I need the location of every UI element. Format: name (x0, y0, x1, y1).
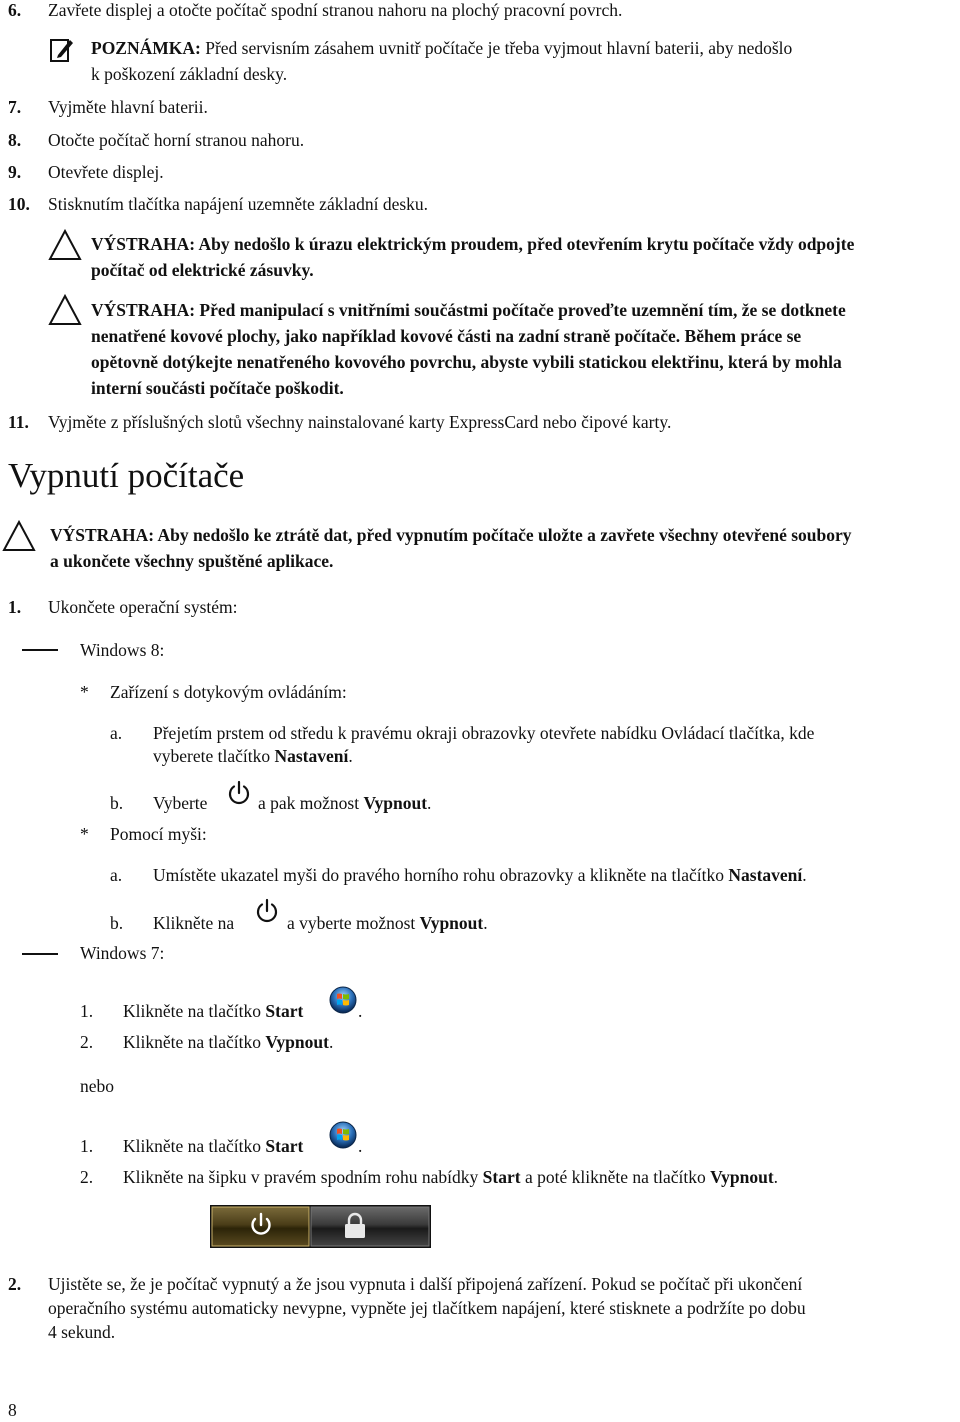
note-line-2: k poškození základní desky. (91, 64, 288, 84)
touch-device-label: Zařízení s dotykovým ovládáním: (110, 682, 347, 702)
warning-triangle-icon (48, 294, 82, 326)
list-letter: b. (110, 793, 124, 813)
warning-line-1: VÝSTRAHA: Aby nedošlo k úrazu elektrickým proudem, před otevřením krytu počítače vždy odpojte (91, 234, 855, 254)
mouse-label: Pomocí myši: (110, 824, 207, 844)
win7-alt-step-2: Klikněte na šipku v pravém spodním rohu nabídky Start a poté klikněte na tlačítko Vypnout. (123, 1167, 779, 1187)
mouse-step-a: Umístěte ukazatel myši do pravého horního rohu obrazovky a klikněte na tlačítko Nastavení. (153, 865, 807, 885)
bullet: * (80, 824, 89, 844)
win7-alt-step-1: Klikněte na tlačítko Start (123, 1136, 304, 1156)
step-number: 8. (8, 130, 22, 150)
step-number: 7. (8, 97, 22, 117)
list-number: 1. (80, 1001, 94, 1021)
windows-7-label: Windows 7: (80, 943, 165, 963)
warning-line-4: interní součásti počítače poškodit. (91, 378, 344, 398)
step-2-line-1: Ujistěte se, že je počítač vypnutý a že jsou vypnuta i další připojená zařízení. Pokud se počítač při ukončení (48, 1274, 803, 1294)
step-text: Vyjměte z příslušných slotů všechny nainstalované karty ExpressCard nebo čipové karty. (48, 412, 672, 432)
period: . (358, 1001, 363, 1021)
step-number: 6. (8, 0, 22, 20)
step-text: Otočte počítač horní stranou nahoru. (48, 130, 305, 150)
period: . (358, 1136, 363, 1156)
warning-line-1: VÝSTRAHA: Před manipulací s vnitřními součástmi počítače proveďte uzemnění tím, že se dotknete (91, 300, 846, 320)
list-number: 1. (80, 1136, 94, 1156)
mouse-step-b-post: a vyberte možnost Vypnout. (287, 913, 488, 933)
list-letter: a. (110, 865, 123, 885)
step-text: Otevřete displej. (48, 162, 164, 182)
page-number: 8 (8, 1400, 17, 1420)
note-line-1 (91, 36, 792, 60)
list-number: 2. (80, 1032, 94, 1052)
step-number: 10. (8, 194, 30, 214)
dash-bullet (22, 649, 58, 651)
step-text: Zavřete displej a otočte počítač spodní stranou nahoru na plochý pracovní povrch. (48, 0, 623, 20)
warning-line-2: a ukončete všechny spuštěné aplikace. (50, 551, 334, 571)
list-number: 2. (80, 1167, 94, 1187)
step-text: Ukončete operační systém: (48, 597, 238, 617)
pencil-note-icon (50, 37, 74, 63)
touch-step-a-line-2: vyberete tlačítko Nastavení. (153, 746, 353, 766)
touch-step-b-pre: Vyberte (153, 793, 208, 813)
step-number: 11. (8, 412, 29, 432)
windows-start-icon (329, 1121, 357, 1149)
warning-line-1: VÝSTRAHA: Aby nedošlo ke ztrátě dat, před vypnutím počítače uložte a zavřete všechny otevřené soubory (50, 525, 852, 545)
step-2-line-2: operačního systému automaticky nevypne, vypněte jej tlačítkem napájení, které stisknete a podržíte po dobu (48, 1298, 806, 1318)
warning-triangle-icon (2, 520, 36, 552)
step-text: Vyjměte hlavní baterii. (48, 97, 208, 117)
warning-line-2: počítač od elektrické zásuvky. (91, 260, 314, 280)
touch-step-b-post: a pak možnost Vypnout. (258, 793, 432, 813)
step-number: 9. (8, 162, 22, 182)
warning-line-2: nenatřené kovové plochy, jako například kovové části na zadní straně počítače. Během práce se (91, 326, 802, 346)
windows-start-icon (329, 986, 357, 1014)
power-icon (254, 898, 280, 924)
list-letter: a. (110, 723, 123, 743)
win7-step-2: Klikněte na tlačítko Vypnout. (123, 1032, 334, 1052)
touch-step-a-line-1: Přejetím prstem od středu k pravému okraji obrazovky otevřete nabídku Ovládací tlačítka, kde (153, 723, 815, 743)
step-2-line-3: 4 sekund. (48, 1322, 116, 1342)
step-number: 1. (8, 597, 22, 617)
note-label: POZNÁMKA: (91, 38, 201, 58)
warning-line-3: opětovně dotýkejte nenatřeného kovového povrchu, abyste vybili statickou elektřinu, která by mohla (91, 352, 842, 372)
bullet: * (80, 682, 89, 702)
warning-triangle-icon (48, 229, 82, 261)
shutdown-buttons-image (210, 1205, 431, 1248)
note-text: Před servisním zásahem uvnitř počítače je třeba vyjmout hlavní baterii, aby nedošlo (200, 38, 793, 58)
step-text: Stisknutím tlačítka napájení uzemněte základní desku. (48, 194, 429, 214)
dash-bullet (22, 953, 58, 955)
mouse-step-b-pre: Klikněte na (153, 913, 235, 933)
section-title: Vypnutí počítače (8, 456, 245, 495)
or-text: nebo (80, 1076, 115, 1096)
list-letter: b. (110, 913, 124, 933)
windows-8-label: Windows 8: (80, 640, 165, 660)
step-number: 2. (8, 1274, 22, 1294)
power-icon (226, 780, 252, 806)
win7-step-1: Klikněte na tlačítko Start (123, 1001, 304, 1021)
